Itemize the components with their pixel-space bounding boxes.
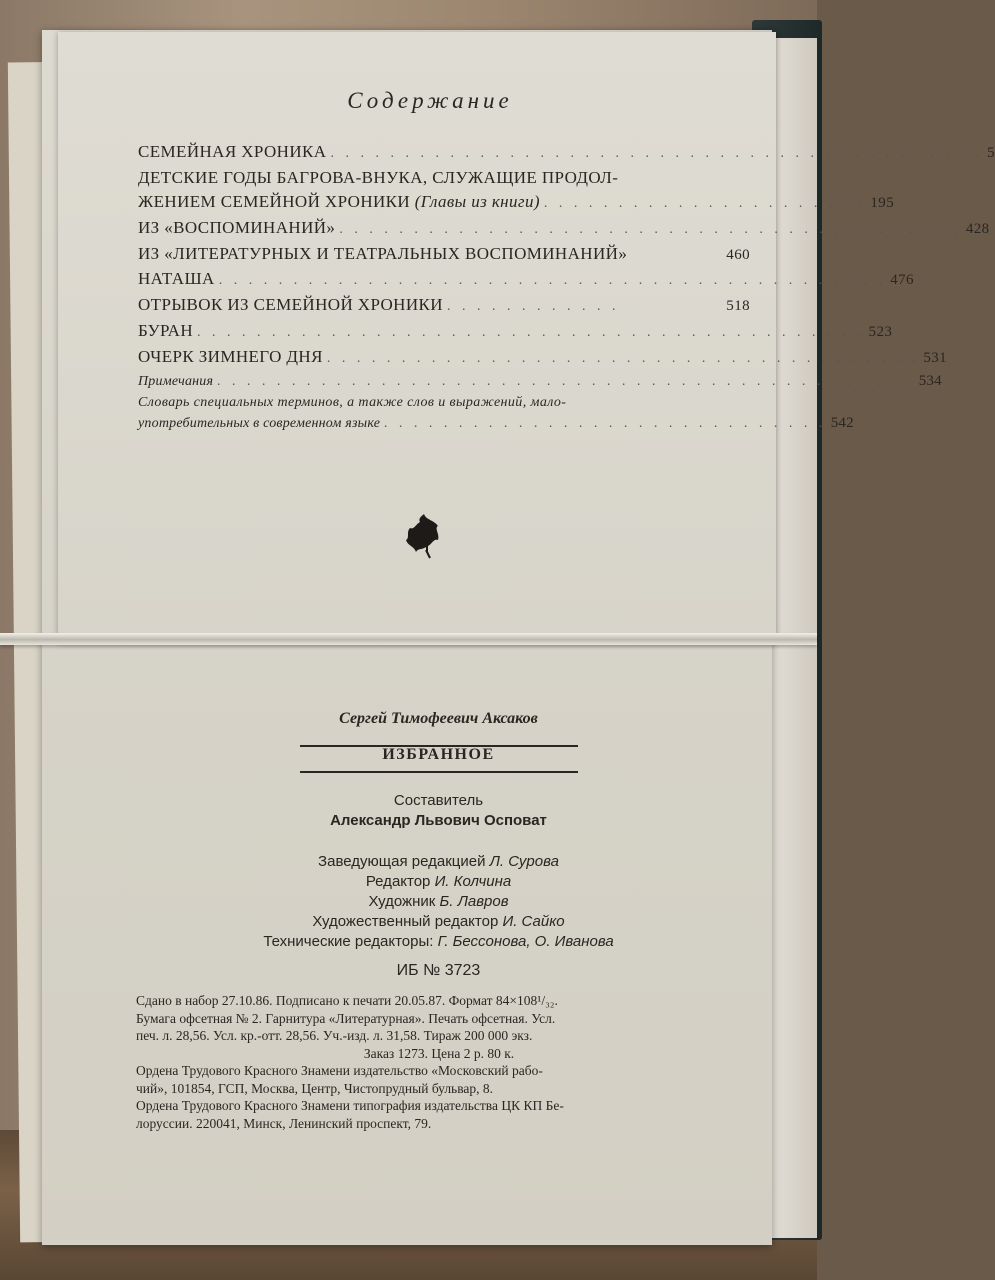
toc-entry-page: 195: [870, 195, 895, 211]
toc-entry-title-line2: ЖЕНИЕМ СЕМЕЙНОЙ ХРОНИКИ: [138, 192, 411, 211]
credit-row: [0, 892, 877, 912]
dot-leader: . . . . . . . . . . . . . . . . . . . . . .: [543, 196, 867, 211]
detail-line: чий», 101854, ГСП, Москва, Центр, Чистопрудный бульвар, 8.: [136, 1080, 494, 1096]
book-title: ИЗБРАННОЕ: [382, 746, 495, 763]
author-name: Сергей Тимофеевич Аксаков: [339, 710, 538, 727]
toc-entry-title-line1: Словарь специальных терминов, а также слов и выражений, мало-: [138, 395, 567, 410]
toc-entry-title-line2: употребительных в современном языке: [138, 416, 381, 431]
toc-entry-title: ОЧЕРК ЗИМНЕГО ДНЯ: [138, 347, 323, 366]
toc-entry: [138, 319, 893, 345]
credit-name: И. Сайко: [502, 913, 565, 930]
toc-entry-page: 542: [830, 415, 854, 431]
credit-row: [0, 912, 877, 932]
toc-entry-title: ИЗ «ВОСПОМИНАНИЙ»: [138, 218, 336, 237]
toc-entry-title: ИЗ «ЛИТЕРАТУРНЫХ И ТЕАТРАЛЬНЫХ ВОСПОМИНАНИЙ»: [138, 244, 628, 263]
toc-entry: [138, 413, 854, 434]
toc-entry-page: 5: [986, 145, 995, 161]
compiler-name: Александр Львович Осповат: [330, 812, 547, 829]
paper-band: [0, 633, 817, 645]
leaf-ornament-icon: [404, 512, 442, 560]
toc-entry-title: Примечания: [138, 374, 214, 389]
toc-heading: Содержание: [347, 88, 513, 113]
toc-entry-page: 428: [965, 221, 990, 237]
credits-list: [0, 852, 877, 952]
toc-entry-page: 476: [890, 272, 914, 288]
detail-line: Ордена Трудового Красного Знамени издательство «Московский рабо-: [136, 1063, 543, 1078]
credit-role: Технические редакторы:: [263, 933, 434, 950]
credit-name: Г. Бессонова, О. Иванова: [437, 933, 614, 950]
toc-entry: [138, 140, 995, 166]
toc-entry: [138, 242, 750, 267]
toc-entry: [138, 190, 895, 216]
detail-line: печ. л. 28,56. Усл. кр.-отт. 28,56. Уч.-изд. л. 31,58. Тираж 200 000 экз.: [136, 1028, 533, 1043]
toc-entry: [138, 216, 990, 242]
credit-row: [0, 932, 877, 952]
detail-line: Заказ 1273. Цена 2 р. 80 к.: [363, 1045, 515, 1061]
credit-role: Редактор: [365, 873, 431, 890]
toc-entry-page: 534: [918, 373, 942, 389]
toc-entry: [138, 371, 942, 392]
toc-entry-page: 518: [726, 298, 750, 314]
credit-role: Заведующая редакцией: [318, 853, 486, 870]
toc-entry-title: НАТАША: [138, 269, 215, 288]
toc-entry: [138, 345, 948, 371]
credit-role: Художественный редактор: [312, 913, 499, 930]
toc-entry-note: (Главы из книги): [414, 192, 540, 211]
compiler-label: Составитель: [393, 792, 484, 809]
detail-line: лоруссии. 220041, Минск, Ленинский проспект, 79.: [136, 1115, 432, 1131]
credit-name: Л. Сурова: [489, 853, 559, 870]
title-rule-bottom: [300, 771, 578, 773]
detail-line: Бумага офсетная № 2. Гарнитура «Литературная». Печать офсетная. Усл.: [136, 1010, 556, 1026]
toc-entry-page: 531: [923, 350, 948, 366]
publication-details: [136, 992, 742, 1132]
dot-leader: . . . . . . . . . . . . . . . . . . . . . . . . . . . . . . . . . . . . . . . . . . . .: [330, 146, 983, 161]
dot-leader: . . . . . . . . . . . . . . . . . . . . . . . . . . . . . . . . . . . . . . . .: [326, 351, 920, 366]
toc-entry-page: 523: [868, 324, 893, 340]
credit-name: И. Колчина: [434, 873, 512, 890]
credit-name: Б. Лавров: [439, 893, 509, 910]
detail-line: Ордена Трудового Красного Знамени типография издательства ЦК КП Бе-: [136, 1098, 564, 1113]
toc-entry-title: СЕМЕЙНАЯ ХРОНИКА: [138, 142, 327, 161]
credit-row: [0, 852, 877, 872]
toc-entry: [138, 293, 750, 319]
toc-entry-title: БУРАН: [138, 321, 194, 340]
toc-entry-page: 460: [726, 247, 750, 263]
toc-entry-title-line1: ДЕТСКИЕ ГОДЫ БАГРОВА-ВНУКА, СЛУЖАЩИЕ ПРОДОЛ-: [138, 168, 619, 187]
credit-row: [0, 872, 877, 892]
table-of-contents: [138, 140, 995, 434]
detail-line: Сдано в набор 27.10.86. Подписано к печати 20.05.87. Формат 84×108¹/₃₂.: [136, 993, 558, 1008]
dot-leader: . . . . . . . . . . . . . . . . . . . . . . . . . . . . . .: [384, 416, 827, 431]
ib-number: ИБ № 3723: [396, 962, 481, 979]
dot-leader: . . . . . . . . . . . . . . . . . . . . . . . . . . . . . . . . . . . . . . . . . . . . .: [218, 273, 887, 288]
credit-role: Художник: [368, 893, 436, 910]
dot-leader: . . . . . . . . . . . .: [446, 299, 620, 314]
toc-entry: [138, 267, 914, 293]
toc-entry-title: ОТРЫВОК ИЗ СЕМЕЙНОЙ ХРОНИКИ: [138, 295, 443, 314]
dot-leader: . . . . . . . . . . . . . . . . . . . . . . . . . . . . . . . . . . . . . . . . . .: [339, 222, 962, 237]
dot-leader: . . . . . . . . . . . . . . . . . . . . . . . . . . . . . . . . . . . . . . . . . . . . . . .: [217, 374, 915, 389]
dot-leader: . . . . . . . . . . . . . . . . . . . . . . . . . . . . . . . . . . . . . . . . . . . . .: [197, 325, 865, 340]
